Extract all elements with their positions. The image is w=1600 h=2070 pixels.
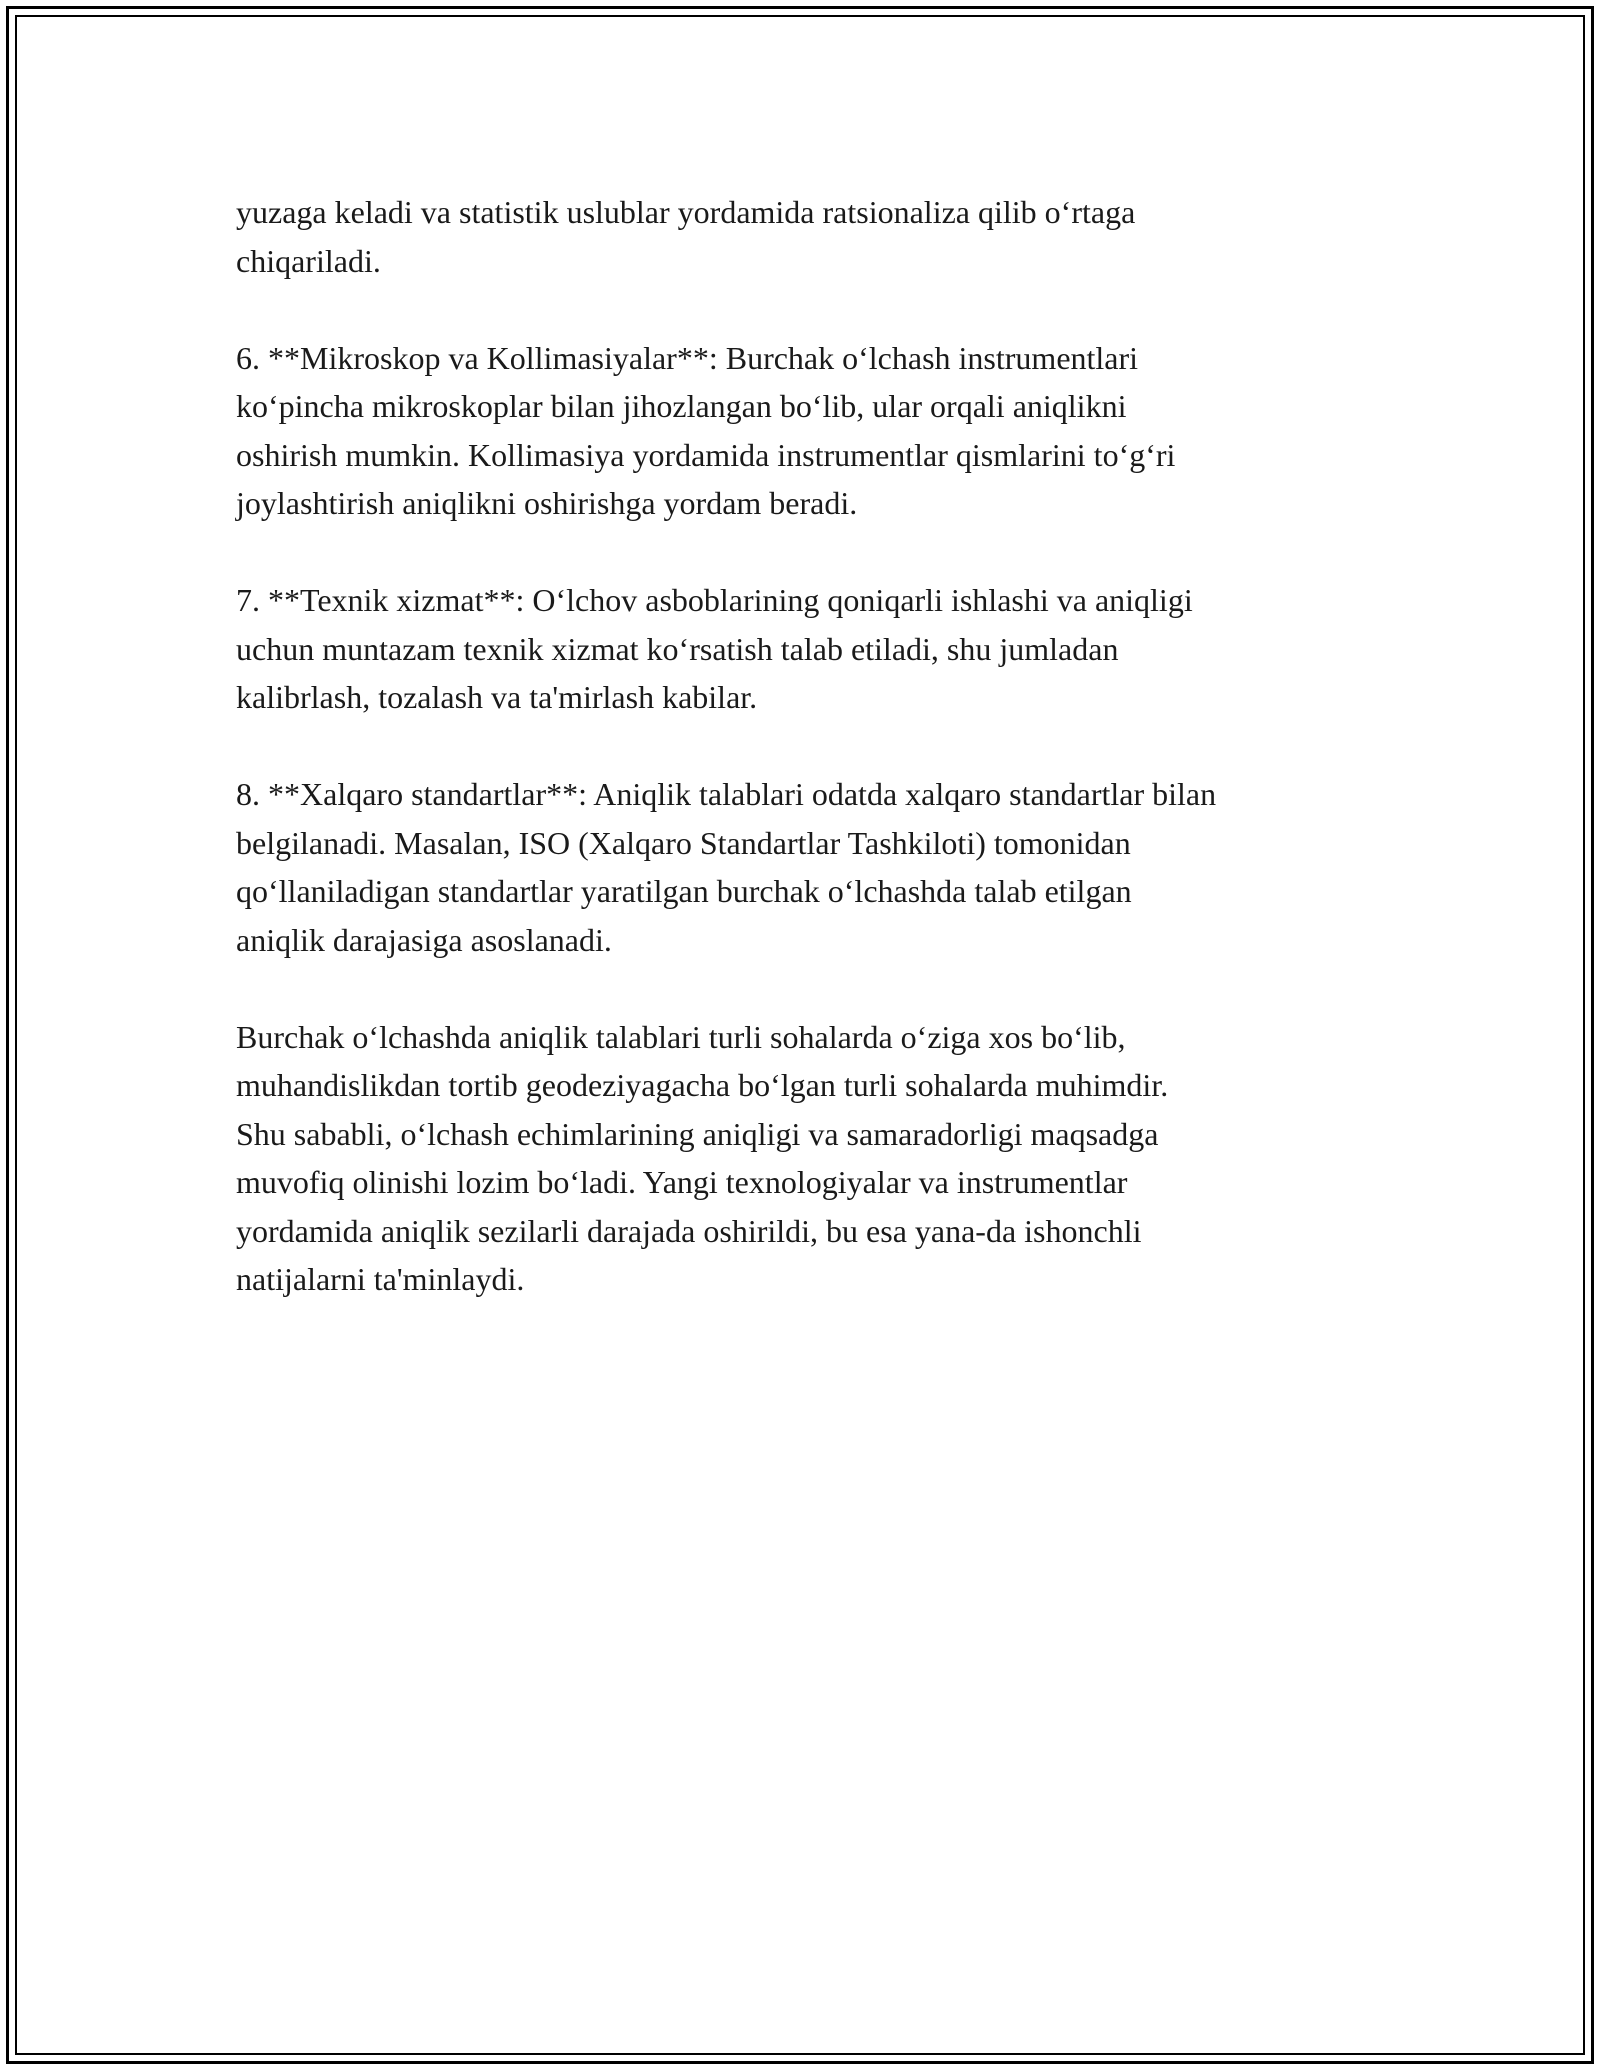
- paragraph-microscope-collimation: 6. **Mikroskop va Kollimasiyalar**: Burchak o‘lchash instrumentlari ko‘pincha mikroskoplar bilan jihozlangan bo‘lib, ular orqali aniqlikni oshirish mumkin. Kollimasiya yordamida instrumentlar qismlarini to‘g‘ri joylashtirish aniqlikni oshirishga yordam beradi.: [236, 339, 1176, 521]
- document-body: [236, 188, 1386, 1304]
- paragraph-international-standards: 8. **Xalqaro standartlar**: Aniqlik talablari odatda xalqaro standartlar bilan belgilanadi. Masalan, ISO (Xalqaro Standartlar Tashkiloti) tomonidan qo‘llaniladigan standartlar yaratilgan burchak o‘lchashda talab etilgan aniqlik darajasiga asoslanadi.: [236, 776, 1217, 958]
- paragraph-continuation: yuzaga keladi va statistik uslublar yordamida ratsionaliza qilib o‘rtaga chiqariladi.: [236, 194, 1136, 279]
- paragraph-technical-service: 7. **Texnik xizmat**: O‘lchov asboblarining qoniqarli ishlashi va aniqligi uchun muntazam texnik xizmat ko‘rsatish talab etiladi, shu jumladan kalibrlash, tozalash va ta'mirlash kabilar.: [236, 582, 1193, 715]
- paragraph-conclusion: Burchak o‘lchashda aniqlik talablari turli sohalarda o‘ziga xos bo‘lib, muhandislikdan tortib geodeziyagacha bo‘lgan turli sohalarda muhimdir. Shu sababli, o‘lchash echimlarining aniqligi va samaradorligi maqsadga muvofiq olinishi lozim bo‘ladi. Yangi texnologiyalar va instrumentlar yordamida aniqlik sezilarli darajada oshirildi, bu esa yana-da ishonchli natijalarni ta'minlaydi.: [236, 1018, 1169, 1297]
